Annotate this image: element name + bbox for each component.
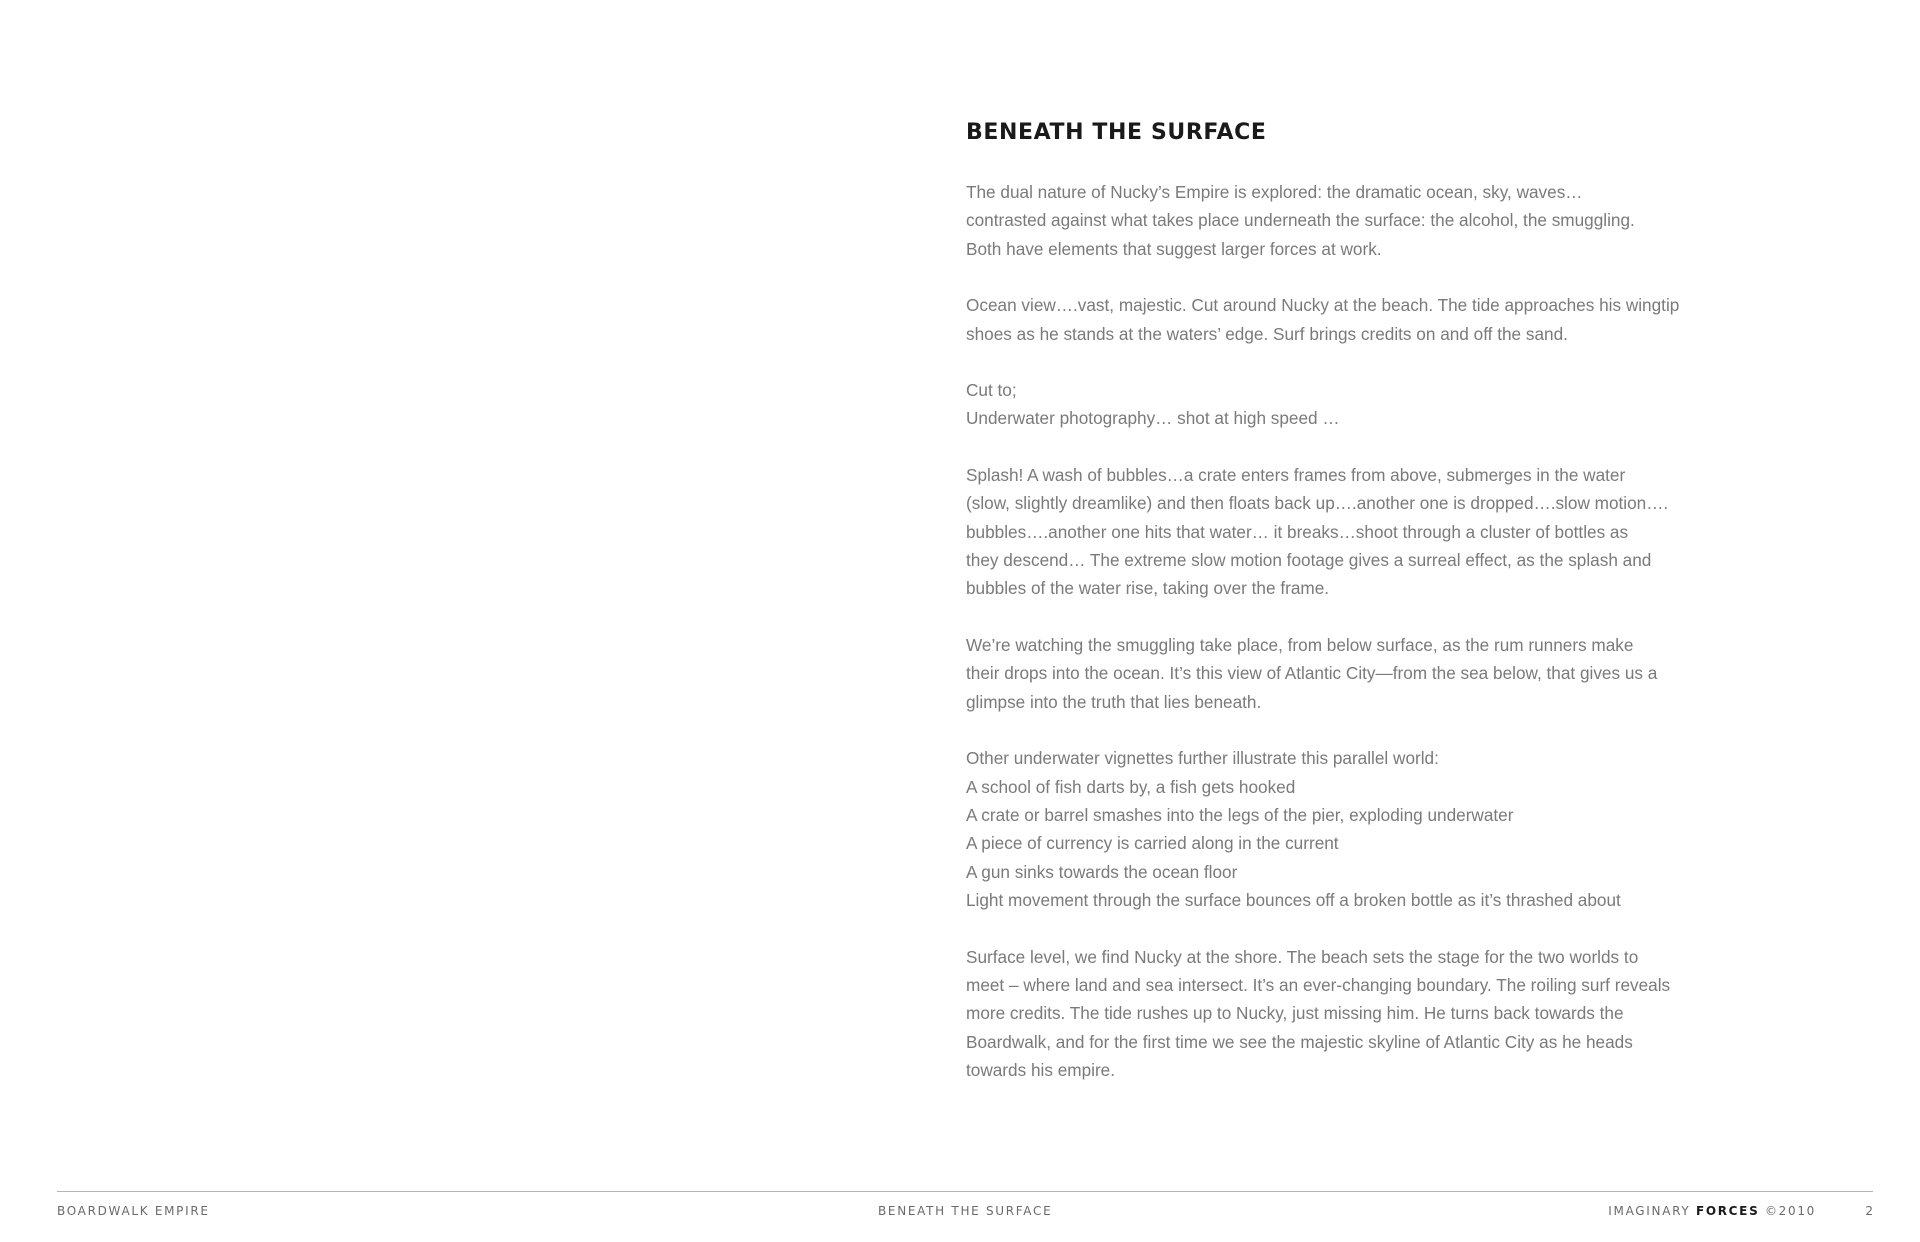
text-line: We’re watching the smuggling take place, from below surface, as the rum runners make (966, 634, 1634, 655)
text-line: bubbles of the water rise, taking over the frame. (966, 578, 1330, 599)
footer-divider (57, 1191, 1873, 1192)
footer-copyright: ©2010 (1764, 1204, 1816, 1218)
paragraph-smuggling (966, 631, 1706, 716)
page-number: 2 (1865, 1204, 1873, 1218)
footer-section-title: BENEATH THE SURFACE (878, 1204, 1053, 1218)
text-line: more credits. The tide rushes up to Nucky, just missing him. He turns back towards the (966, 1003, 1624, 1024)
page-title: BENEATH THE SURFACE (966, 120, 1267, 145)
text-line: A school of fish darts by, a fish gets hooked (966, 776, 1296, 797)
text-line: Both have elements that suggest larger forces at work. (966, 238, 1382, 259)
text-line: A gun sinks towards the ocean floor (966, 861, 1238, 882)
paragraph-splash (966, 461, 1706, 603)
paragraph-ocean-view (966, 291, 1706, 348)
text-line: The dual nature of Nucky’s Empire is explored: the dramatic ocean, sky, waves… (966, 182, 1583, 202)
text-line: meet – where land and sea intersect. It’s an ever-changing boundary. The roiling surf reveals (966, 974, 1671, 995)
paragraph-vignettes (966, 744, 1706, 914)
text-line: Ocean view….vast, majestic. Cut around Nucky at the beach. The tide approaches his wingtip (966, 295, 1680, 316)
paragraph-cut-to (966, 376, 1706, 433)
main-content (966, 118, 1706, 1113)
text-line: Other underwater vignettes further illustrate this parallel world: (966, 748, 1439, 769)
text-line: (slow, slightly dreamlike) and then floats back up….another one is dropped….slow motion…. (966, 493, 1669, 514)
text-line: towards his empire. (966, 1060, 1116, 1081)
text-line: contrasted against what takes place underneath the surface: the alcohol, the smuggling. (966, 210, 1635, 231)
text-line: Cut to; (966, 380, 1017, 401)
text-line: glimpse into the truth that lies beneath. (966, 691, 1262, 712)
paragraph-surface-level (966, 943, 1706, 1085)
text-line: Light movement through the surface bounces off a broken bottle as it’s thrashed about (966, 890, 1621, 911)
footer-show-title: BOARDWALK EMPIRE (57, 1204, 210, 1218)
footer-credit (1608, 1203, 1816, 1219)
text-line: A piece of currency is carried along in the current (966, 833, 1339, 854)
text-line: shoes as he stands at the waters’ edge. Surf brings credits on and off the sand. (966, 323, 1568, 344)
footer-brand-bold: FORCES (1695, 1204, 1760, 1218)
paragraph-intro (966, 178, 1706, 263)
text-line: their drops into the ocean. It’s this view of Atlantic City—from the sea below, that gives us a (966, 663, 1658, 684)
text-line: Boardwalk, and for the first time we see the majestic skyline of Atlantic City as he heads (966, 1031, 1633, 1052)
footer-brand-light: IMAGINARY (1608, 1204, 1691, 1218)
text-line: they descend… The extreme slow motion footage gives a surreal effect, as the splash and (966, 550, 1652, 571)
text-line: A crate or barrel smashes into the legs of the pier, exploding underwater (966, 804, 1514, 825)
text-line: Surface level, we find Nucky at the shore. The beach sets the stage for the two worlds to (966, 946, 1639, 967)
text-line: Underwater photography… shot at high speed … (966, 408, 1340, 429)
text-line: Splash! A wash of bubbles…a crate enters frames from above, submerges in the water (966, 464, 1626, 485)
text-line: bubbles….another one hits that water… it breaks…shoot through a cluster of bottles as (966, 521, 1629, 542)
